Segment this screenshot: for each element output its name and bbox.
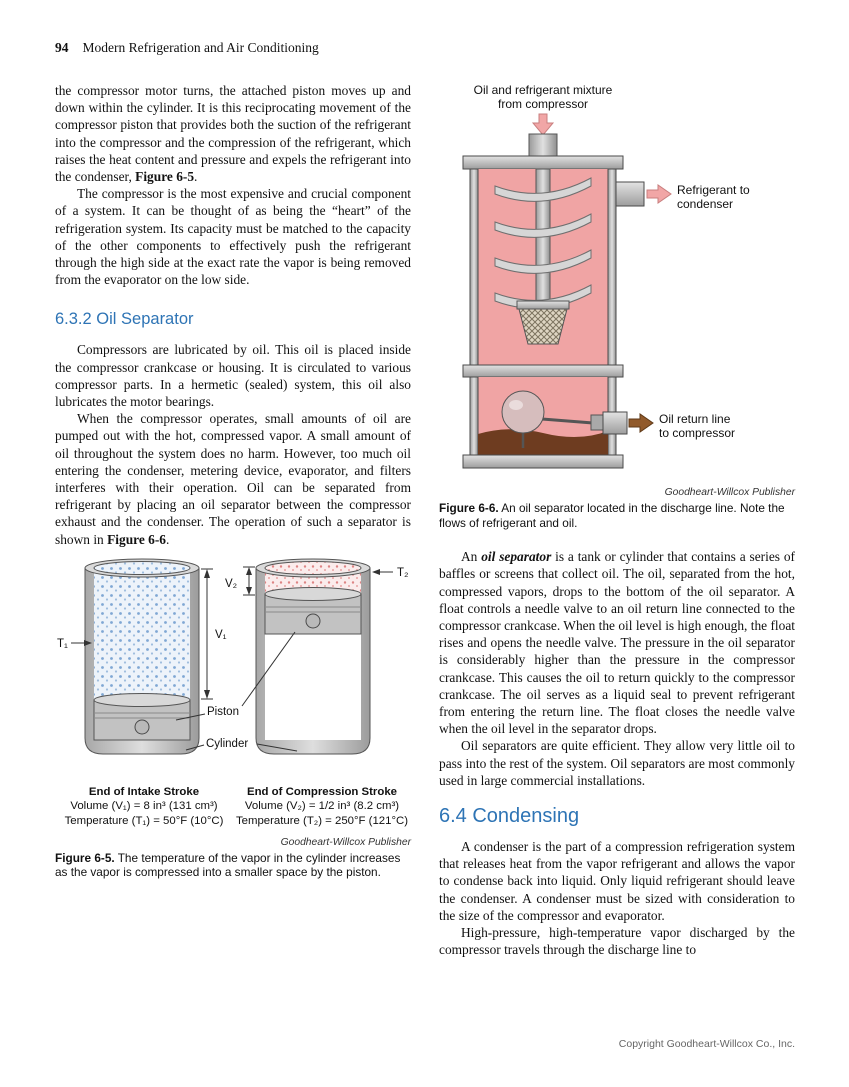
oil-screen-basket [519, 309, 567, 344]
piston-crown [94, 693, 190, 706]
paragraph-text: An [461, 549, 482, 565]
figure-6-6-caption-text: An oil separator located in the discharge line. Note the flows of refrigerant and oil. [439, 501, 785, 530]
figure-6-5-caption-label: Figure 6-5. [55, 850, 115, 865]
paragraph-text: is a tank or cylinder that contains a series of baffles or screens that collect oil. The oil, separated from the hot, compressed vapors, drops to the bottom of the oil separator. A float controls a needle valve to an oil return line connected to the compressor crankcase. When the oil level is high enough, the float rises and opens the needle valve. The pressure in the oil separator is considerably higher than the pressure in the compressor crankcase. This causes the oil to return quickly to the compressor crankcase. The oil serves as a liquid seal to prevent refrigerant from entering the return line. The float closes the needle valve when the oil level in the separator drops. [439, 549, 795, 737]
refrigerant-outlet-pipe [616, 182, 644, 206]
tank-wall-right [608, 169, 616, 365]
compression-volume: Volume (V₂) = 1/2 in³ (8.2 cm³) [244, 800, 400, 813]
basket-rim [517, 301, 569, 309]
intake-volume: Volume (V₁) = 8 in³ (131 cm³) [70, 800, 218, 813]
t2-arrowhead [372, 569, 380, 575]
piston-callout: Piston [207, 705, 239, 718]
t2-label: T₂ [397, 566, 409, 579]
v2-dimension [243, 567, 255, 595]
tank-bottom-flange [463, 455, 623, 468]
refrigerant-flow-arrow [647, 185, 671, 203]
figure-6-5 [55, 548, 411, 880]
tank-wall-left-lower [470, 377, 478, 455]
intake-stroke-title: End of Intake Stroke [88, 785, 200, 798]
section-heading-6-4: 6.4 Condensing [439, 805, 580, 828]
intake-temperature: Temperature (T₁) = 50°F (10°C) [64, 815, 224, 828]
vapor-surface [265, 561, 361, 574]
return-label-line1: Oil return line [659, 412, 731, 426]
paragraph-compressor-motion [55, 82, 411, 185]
paragraph-separator-efficiency: Oil separators are quite efficient. They allow very little oil to pass into the rest of the system. Oil separators are most commonly used in large commercial installations. [439, 738, 795, 788]
figure-6-5-caption [55, 851, 411, 880]
figure-6-5-reference: Figure 6-5 [135, 169, 195, 185]
section-heading-6-3-2: 6.3.2 Oil Separator [55, 310, 194, 329]
figure-6-6-caption [439, 501, 795, 530]
paragraph-text: the compressor motor turns, the attached piston moves up and down within the cylinder. It is this reciprocating movement of the compressor piston that provides both the suction of the refrigerant into the compressor and the compression of the refrigerant, which raises the heat content and pressure and expels the refrigerant into the condenser, [55, 83, 411, 185]
wrist-pin [306, 614, 320, 628]
figure-6-5-credit: Goodheart-Willcox Publisher [280, 836, 411, 848]
paragraph-text: . [165, 531, 170, 547]
v1-label: V₁ [215, 628, 227, 641]
paragraph-text: When the compressor operates, small amounts of oil are pumped out with the hot, compressed vapor. A small amount of oil throughout the system does no harm. However, too much oil entering the condenser, metering device, evaporator, and filters interferes with their operation. Oil can be separated from refrigerant by placing an oil separator between the compressor exhaust and the condenser. The operation of such a separator is shown in [55, 411, 411, 547]
right-column [439, 82, 795, 958]
figure-6-6-caption-label: Figure 6-6. [439, 501, 499, 515]
figure-6-5-data-rows [55, 785, 411, 829]
paragraph-oil-separator-definition [439, 548, 795, 737]
oil-return-pipe [603, 412, 627, 434]
float-highlight [509, 400, 523, 410]
compression-stroke-cylinder [256, 559, 370, 754]
wrist-pin [135, 720, 149, 734]
oil-flow-arrow [629, 414, 653, 432]
v1-dimension [201, 569, 213, 699]
needle-valve [591, 415, 603, 430]
piston-crown [265, 587, 361, 600]
book-title: Modern Refrigeration and Air Conditioning [82, 40, 319, 55]
figure-6-6-diagram [439, 82, 795, 474]
figure-6-6-reference: Figure 6-6 [107, 531, 166, 547]
tank-mid-flange [463, 365, 623, 377]
paragraph-lubrication: Compressors are lubricated by oil. This oil is placed inside the compressor crankcase or housing. It is circulated to various compressor parts. In a hermetic (sealed) system, this oil also lubricates the motor bearings. [55, 342, 411, 410]
tank-top-flange [463, 156, 623, 169]
tank-wall-left [470, 169, 478, 365]
inlet-label-line2: from compressor [497, 97, 589, 111]
vapor-volume [94, 568, 190, 702]
outlet-label-line2: condenser [677, 197, 734, 211]
inlet-label-line1: Oil and refrigerant mixture [473, 83, 613, 97]
figure-6-6-credit: Goodheart-Willcox Publisher [664, 487, 795, 498]
return-label-line2: to compressor [659, 426, 736, 440]
copyright-notice: Copyright Goodheart-Willcox Co., Inc. [618, 1038, 795, 1050]
figure-6-6 [439, 82, 795, 530]
paragraph-high-pressure-vapor: High-pressure, high-temperature vapor discharged by the compressor travels through the discharge line to [439, 925, 795, 958]
figure-6-5-caption-text: The temperature of the vapor in the cylinder increases as the vapor is compressed into a smaller space by the piston. [55, 850, 401, 880]
inlet-pipe [529, 134, 557, 157]
paragraph-oil-pumped [55, 410, 411, 548]
vapor-surface [94, 561, 190, 574]
paragraph-text: . [194, 169, 198, 185]
intake-stroke-cylinder [85, 559, 199, 754]
content-columns [55, 82, 795, 958]
running-head [55, 40, 319, 56]
compression-stroke-data [233, 785, 411, 829]
intake-stroke-data [55, 785, 233, 829]
oil-float [502, 391, 544, 433]
outlet-label-line1: Refrigerant to [677, 183, 750, 197]
v2-label: V₂ [225, 577, 238, 590]
compression-stroke-title: End of Compression Stroke [247, 785, 397, 798]
figure-6-5-diagram [55, 548, 411, 776]
page-number: 94 [55, 40, 69, 55]
t1-label: T₁ [57, 637, 68, 650]
paragraph-compressor-heart: The compressor is the most expensive and crucial component of a system. It can be thought of as being the “heart” of the refrigeration system. Its capacity must be matched to the capacity of the other components to effectively push the refrigerant through the high side at the exact rate the vapor is being removed from the evaporator on the low side. [55, 186, 411, 288]
cylinder-callout: Cylinder [206, 737, 249, 750]
left-column [55, 82, 411, 958]
oil-separator-term: oil separator [481, 549, 552, 565]
paragraph-condenser-definition: A condenser is the part of a compression refrigeration system that releases heat from the vapor refrigerant and allows the vapor to condense back into liquid. Only liquid refrigerant should leave the condenser. A condenser must be sized with consideration to the size of the compressor and evaporator. [439, 839, 795, 923]
compression-temperature: Temperature (T₂) = 250°F (121°C) [235, 815, 409, 828]
inlet-flow-arrow [533, 114, 553, 135]
